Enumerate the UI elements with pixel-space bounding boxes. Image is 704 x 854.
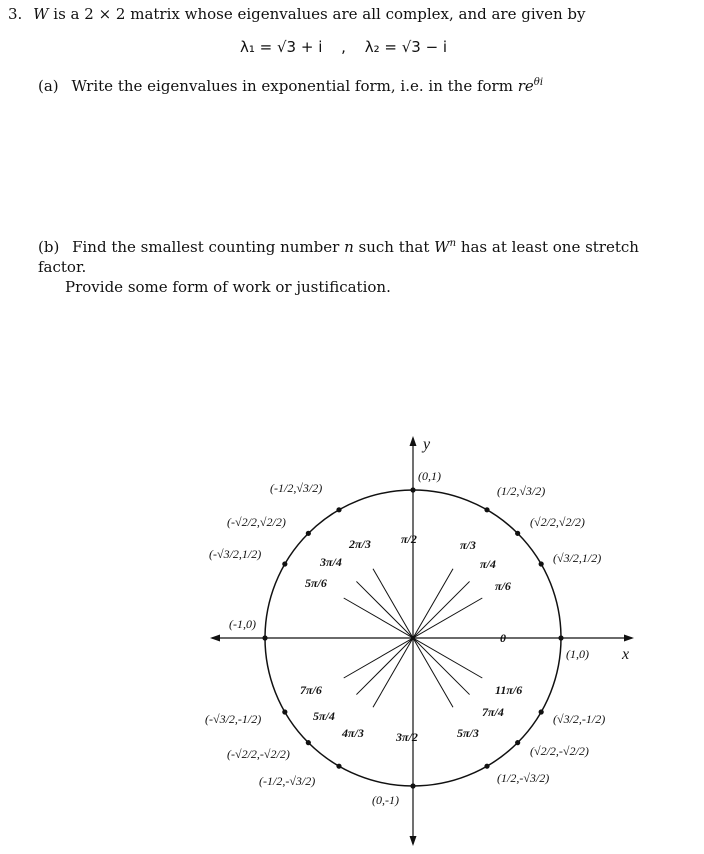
coord-label-5pi-4: (-√2/2,-√2/2) [227,747,290,761]
circle-point-225 [306,740,311,745]
exponential-form-exponent: θi [533,77,544,88]
circle-point-120 [336,507,341,512]
angle-label-2pi-3: 2π/3 [349,537,371,551]
x-axis-arrow-right [624,635,634,642]
coord-label-pi-3: (1/2,√3/2) [497,484,546,498]
coord-label-pi-6: (√3/2,1/2) [553,551,602,565]
coord-label-3pi-2: (0,-1) [372,793,399,807]
question-intro-text: is a 2 × 2 matrix whose eigenvalues are all complex, and are given by [53,5,586,23]
coord-label-5pi-6: (-√3/2,1/2) [209,547,262,561]
circle-point-180 [262,635,267,640]
coord-label-7pi-4: (√2/2,-√2/2) [530,744,589,758]
part-b-label: (b) [38,238,60,256]
circle-point-300 [484,764,489,769]
x-axis-label: x [622,646,630,663]
circle-point-135 [306,531,311,536]
eigenvalue-2: λ₂ = √3 − i [364,38,448,56]
angle-label-7pi-4: 7π/4 [482,705,504,719]
exponential-form-base: re [517,77,534,95]
coord-label-pi-2: (0,1) [418,469,441,483]
angle-label-11pi-6: 11π/6 [495,683,523,697]
angle-label-pi-6: π/6 [495,579,511,593]
angle-label-7pi-6: 7π/6 [300,683,322,697]
y-axis-arrow-down [410,836,417,846]
part-b-text-1: Find the smallest counting number [72,238,340,256]
circle-point-30 [539,561,544,566]
angle-label-pi-3: π/3 [460,538,476,552]
angle-label-pi-2: π/2 [401,532,417,546]
circle-point-60 [484,507,489,512]
circle-point-210 [282,709,287,714]
circle-point-90 [410,487,415,492]
circle-point-270 [410,783,415,788]
angle-label-pi-4: π/4 [480,557,496,571]
circle-point-240 [336,764,341,769]
coord-label-11pi-6: (√3/2,-1/2) [553,712,606,726]
coord-label-pi-4: (√2/2,√2/2) [530,515,585,529]
question-number: 3. [8,5,23,23]
y-axis-arrow-up [410,436,417,446]
var-W: W [434,238,450,256]
coord-label-3pi-4: (-√2/2,√2/2) [227,515,286,529]
circle-point-0 [558,635,563,640]
angle-label-4pi-3: 4π/3 [342,726,364,740]
angle-label-5pi-6: 5π/6 [305,576,327,590]
angle-label-5pi-3: 5π/3 [457,726,479,740]
coord-label-7pi-6: (-√3/2,-1/2) [205,712,262,726]
coord-label-4pi-3: (-1/2,-√3/2) [259,774,316,788]
coord-label-0: (1,0) [566,647,589,661]
x-axis-arrow-left [210,635,220,642]
angle-label-3pi-2: 3π/2 [396,730,418,744]
angle-label-3pi-4: 3π/4 [320,555,342,569]
y-axis-label: y [423,436,431,453]
part-b-line-2: Provide some form of work or justification. [65,278,391,296]
angle-label-5pi-4: 5π/4 [313,709,335,723]
coord-label-pi: (-1,0) [229,617,256,631]
coord-label-2pi-3: (-1/2,√3/2) [270,481,323,495]
eigenvalue-separator: , [341,38,346,56]
circle-point-330 [539,709,544,714]
part-b-text-3: has at least one stretch factor. [38,238,639,276]
part-a-text: Write the eigenvalues in exponential form, i.e. in the form [71,77,513,95]
matrix-symbol: W [33,5,49,23]
part-b-text-2: such that [358,238,430,256]
circle-point-45 [515,531,520,536]
circle-point-150 [282,561,287,566]
var-n: n [344,238,354,256]
coord-label-5pi-3: (1/2,-√3/2) [497,771,550,785]
part-a-label: (a) [38,77,59,95]
eigenvalue-1: λ₁ = √3 + i [240,38,323,56]
angle-label-0: 0 [500,631,506,645]
circle-point-315 [515,740,520,745]
superscript-n: n [449,238,457,249]
